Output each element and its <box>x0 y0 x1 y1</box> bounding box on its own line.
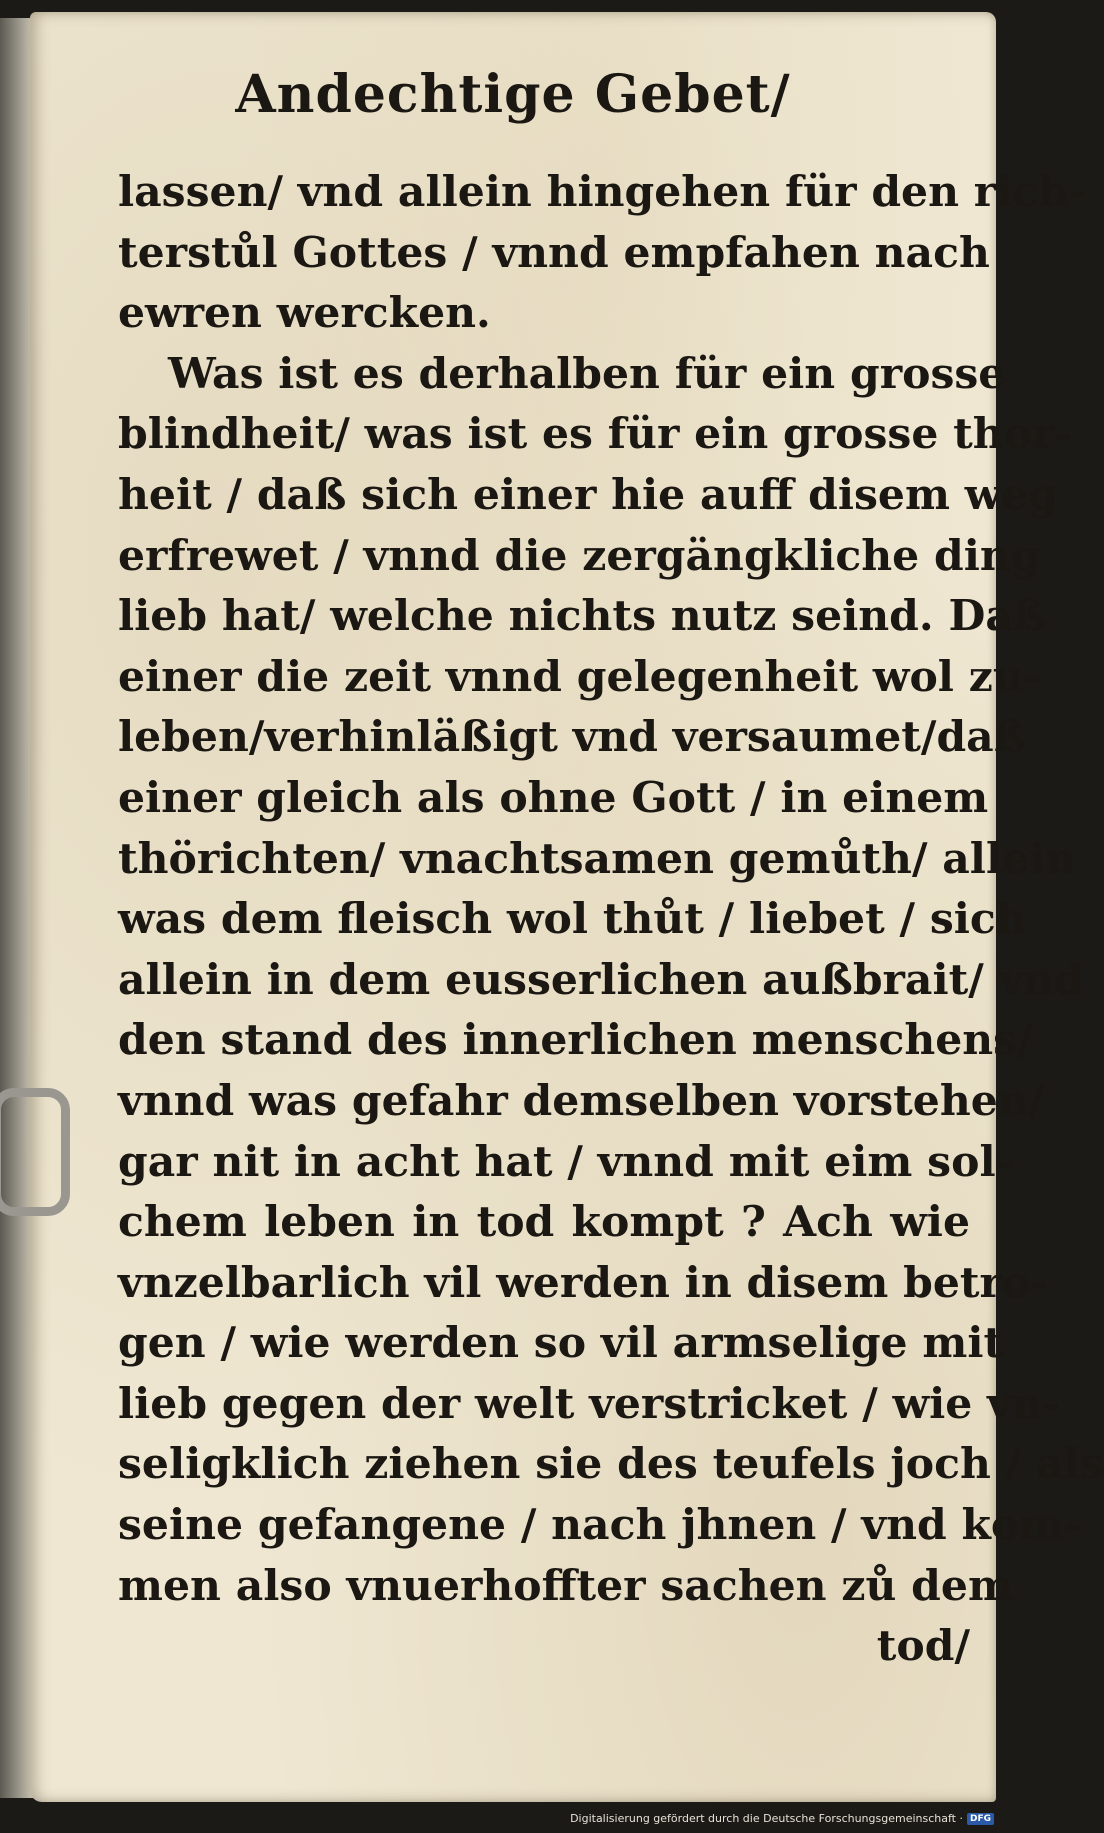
text-line: Was ist es derhalben für ein grosse <box>168 348 1006 399</box>
text-line: einer die zeit vnnd gelegenheit wol zu- <box>118 651 1042 702</box>
digitization-credit <box>570 1812 994 1825</box>
text-line: men also vnuerhoffter sachen zů dem <box>118 1560 1013 1611</box>
text-line: leben/verhinläßigt vnd versaumet/daß <box>118 712 1027 763</box>
text-line: einer gleich als ohne Gott / in einem <box>118 772 989 823</box>
text-line: seine gefangene / nach jhnen / vnd kom- <box>118 1500 1082 1551</box>
text-line: was dem fleisch wol thůt / liebet / sich <box>118 894 1027 945</box>
text-line: lieb gegen der welt verstricket / wie vn- <box>118 1378 1061 1429</box>
running-title: Andechtige Gebet/ <box>235 64 791 125</box>
book-page <box>30 12 1104 1802</box>
text-line: erfrewet / vnnd die zergängkliche ding <box>118 530 1041 581</box>
text-line: gen / wie werden so vil armselige mit <box>118 1318 1004 1369</box>
credit-text: Digitalisierung gefördert durch die Deutsche Forschungsgemeinschaft · <box>570 1812 963 1825</box>
text-line: blindheit/ was ist es für ein grosse thor- <box>118 409 1073 460</box>
book-clasp <box>0 1088 70 1216</box>
text-line: lassen/ vnd allein hingehen für den rich- <box>118 167 1087 217</box>
text-line: lieb hat/ welche nichts nutz seind. Daß <box>118 591 1046 642</box>
text-line: ewren wercken. <box>118 288 491 339</box>
text-line: chem leben in tod kompt ? Ach wie <box>118 1197 970 1248</box>
text-line: thörichten/ vnachtsamen gemůth/ allein <box>118 833 1077 884</box>
text-line: seligklich ziehen sie des teufels joch / als <box>118 1439 1104 1490</box>
text-line: gar nit in acht hat / vnnd mit eim sol- <box>118 1136 1014 1187</box>
text-line: heit / daß sich einer hie auff disem weg <box>118 469 1059 520</box>
text-line: vnzelbarlich vil werden in disem betro- <box>118 1257 1048 1308</box>
text-line: vnnd was gefahr demselben vorstehen/ <box>118 1075 1045 1126</box>
text-line: den stand des innerlichen menschens/ <box>118 1015 1033 1066</box>
dfg-logo: DFG <box>967 1813 994 1825</box>
text-line: terstůl Gottes / vnnd empfahen nach <box>118 227 990 278</box>
text-line: allein in dem eusserlichen außbrait/ vnd <box>118 954 1084 1005</box>
page-body <box>118 162 1104 1677</box>
catchword: tod/ <box>876 1621 970 1672</box>
